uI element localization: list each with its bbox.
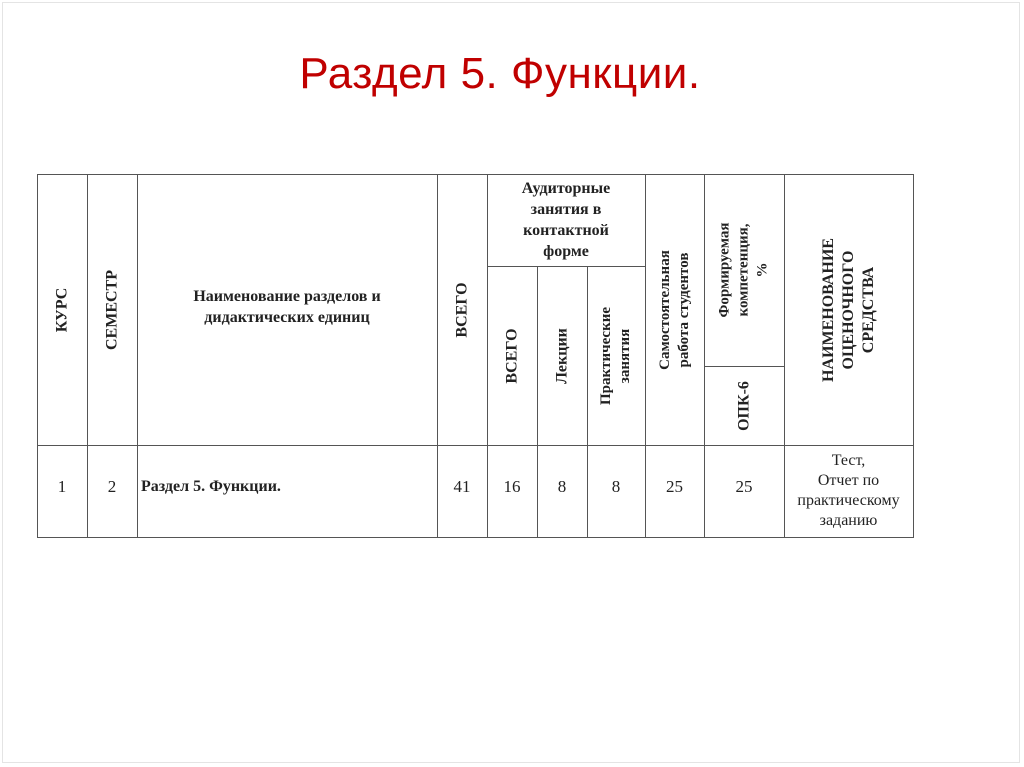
row-aud-vsego: 16 [503, 477, 521, 496]
slide-title: Раздел 5. Функции. [299, 49, 701, 98]
header-prakt-line1: Практические [598, 306, 614, 405]
table-border-right [913, 174, 914, 538]
header-opk [704, 366, 784, 445]
header-auditor-line3: контактной [523, 222, 609, 239]
row-prakt: 8 [611, 477, 621, 496]
header-kurs-text: КУРС [53, 287, 71, 332]
header-prakt [587, 266, 645, 445]
header-prakt-text [597, 306, 635, 404]
header-kompet-line1: Формируемая [716, 222, 733, 318]
row-sredstvo-line4: заданию [819, 512, 878, 529]
header-sredstvo-text [819, 238, 879, 382]
header-auditor-line1: Аудиторные [521, 180, 611, 197]
header-auditor-line4: форме [543, 243, 589, 260]
row-razdel: Раздел 5. Функции. [141, 478, 281, 495]
header-samost-line2: работа студентов [675, 252, 692, 367]
row-sredstvo [784, 445, 913, 537]
header-razdel-line1: Наименование разделов и [193, 287, 381, 305]
row-sredstvo-line1: Тест, [831, 452, 866, 469]
header-razdel [137, 174, 437, 445]
header-lekcii-text: Лекции [553, 327, 571, 384]
header-auditor [487, 174, 645, 266]
header-kompet-text [716, 223, 773, 318]
curriculum-table [37, 174, 914, 538]
row-sredstvo-line3: практическому [797, 492, 900, 509]
header-samost [645, 174, 704, 445]
header-sredstvo [784, 174, 913, 445]
header-vsego [437, 174, 487, 445]
row-kurs: 1 [57, 477, 67, 496]
row-semestr: 2 [107, 477, 117, 496]
header-sredstvo-line1: НАИМЕНОВАНИЕ [819, 237, 837, 382]
header-sredstvo-line2: ОЦЕНОЧНОГО СРЕДСТВА [839, 250, 877, 369]
header-opk-text: ОПК-6 [735, 380, 753, 431]
header-kompet-line2: компетенция, % [735, 223, 771, 317]
row-lekcii: 8 [557, 477, 567, 496]
header-kurs [37, 174, 87, 445]
row-opk: 25 [735, 477, 753, 496]
header-kompet [704, 174, 784, 366]
header-samost-line1: Самостоятельная [656, 249, 673, 370]
header-semestr-text: СЕМЕСТР [103, 269, 121, 350]
table-border-bottom [37, 537, 914, 538]
header-vsego-text: ВСЕГО [453, 281, 471, 338]
header-auditor-line2: занятия в [530, 201, 602, 218]
header-prakt-line2: занятия [617, 328, 633, 383]
header-razdel-line2: дидактических единиц [204, 308, 370, 326]
header-samost-text [656, 250, 694, 370]
header-lekcii [537, 266, 587, 445]
row-vsego: 41 [453, 477, 471, 496]
header-aud-vsego-text: ВСЕГО [503, 327, 521, 384]
header-semestr [87, 174, 137, 445]
header-aud-vsego [487, 266, 537, 445]
row-sredstvo-line2: Отчет по [817, 472, 880, 489]
row-samost: 25 [666, 477, 683, 496]
